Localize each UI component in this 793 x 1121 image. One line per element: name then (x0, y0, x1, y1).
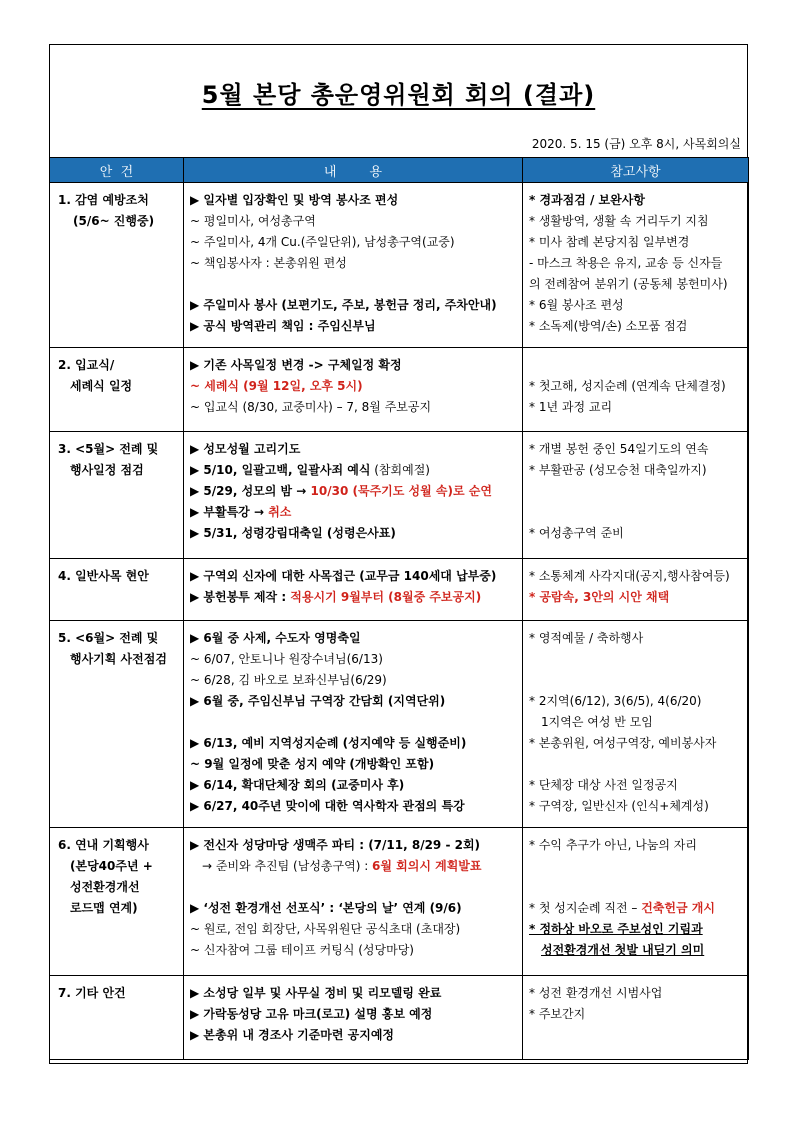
notes-cell: * 소통체계 사각지대(공지,행사참여등) * 공람속, 3안의 시안 채택 (523, 559, 749, 621)
table-row (50, 976, 749, 1060)
content-cell: ▶ 소성당 일부 및 사무실 정비 및 리모델링 완료 ▶ 가락동성당 고유 마크(로고) 설명 홍보 예정 ▶ 본총위 내 경조사 기준마련 공지예정 (184, 976, 523, 1060)
content-cell: ▶ 6월 중 사제, 수도자 영명축일 ~ 6/07, 안토니나 원장수녀님(6/13) ~ 6/28, 김 바오로 보좌신부님(6/29) ▶ 6월 중, 주임신부님 구역장 간담회 (지역단위) ▶ 6/13, 예비 지역성지순례 (성지예약 등 실행준비) ~ 9월 일정에 맞춘 성지 예약 (개방확인 포함) ▶ 6/14, 확대단체장 회의 (교중미사 후) ▶ 6/27, 40주년 맞이에 대한 역사학자 관점의 특강 (184, 621, 523, 828)
table-header-row (50, 158, 749, 183)
notes-cell: * 성전 환경개선 시범사업 * 주보간지 (523, 976, 749, 1060)
notes-cell: * 영적예물 / 축하행사 * 2지역(6/12), 3(6/5), 4(6/20) 1지역은 여성 반 모임 * 본총위원, 여성구역장, 예비봉사자 * 단체장 대상 사전 일정공지 * 구역장, 일반신자 (인식+체계성) (523, 621, 749, 828)
col-notes-header: 참고사항 (523, 158, 749, 183)
topic-cell: 6. 연내 기획행사 (본당40주년 + 성전환경개선 로드맵 연계) (50, 828, 184, 976)
topic-cell: 3. <5월> 전례 및 행사일정 점검 (50, 432, 184, 559)
notes-cell: * 개별 봉헌 중인 54일기도의 연속 * 부활판공 (성모승천 대축일까지) * 여성총구역 준비 (523, 432, 749, 559)
topic-cell: 1. 감염 예방조처 (5/6~ 진행중) (50, 183, 184, 348)
content-cell: ▶ 일자별 입장확인 및 방역 봉사조 편성 ~ 평일미사, 여성총구역 ~ 주일미사, 4개 Cu.(주일단위), 남성총구역(교중) ~ 책임봉사자 : 본총위원 편성 ▶ 주일미사 봉사 (보편기도, 주보, 봉헌금 정리, 주차안내) ▶ 공식 방역관리 책임 : 주임신부님 (184, 183, 523, 348)
table-row (50, 432, 749, 559)
page-title: 5월 본당 총운영위원회 회의 (결과) (201, 81, 596, 109)
table-row (50, 559, 749, 621)
topic-cell: 7. 기타 안건 (50, 976, 184, 1060)
title-box (50, 45, 747, 157)
document (49, 44, 748, 1064)
topic-cell: 4. 일반사목 현안 (50, 559, 184, 621)
col-topic-header: 안 건 (50, 158, 184, 183)
content-cell: ▶ 전신자 성당마당 생맥주 파티 : (7/11, 8/29 - 2회) → 준비와 추진팀 (남성총구역) : 6월 회의시 계획발표 ▶ ‘성전 환경개선 선포식’ : ‘본당의 날’ 연계 (9/6) ~ 원로, 전임 회장단, 사목위원단 공식초대 (초대장) ~ 신자참여 그룹 테이프 커팅식 (성당마당) (184, 828, 523, 976)
topic-cell: 5. <6월> 전례 및 행사기획 사전점검 (50, 621, 184, 828)
agenda-table (49, 157, 749, 1060)
content-cell: ▶ 성모성월 고리기도 ▶ 5/10, 일괄고백, 일괄사죄 예식 (참회예절) ▶ 5/29, 성모의 밤 → 10/30 (묵주기도 성월 속)로 순연 ▶ 부활특강 → 취소 ▶ 5/31, 성령강림대축일 (성령은사표) (184, 432, 523, 559)
table-row (50, 621, 749, 828)
notes-cell: * 수익 추구가 아닌, 나눔의 자리 * 첫 성지순례 직전 – 건축헌금 개시 * 정하상 바오로 주보성인 기림과 성전환경개선 첫발 내딛기 의미 (523, 828, 749, 976)
topic-cell: 2. 입교식/ 세례식 일정 (50, 348, 184, 432)
table-row (50, 348, 749, 432)
content-cell: ▶ 구역외 신자에 대한 사목접근 (교무금 140세대 납부중) ▶ 봉헌봉투 제작 : 적용시기 9월부터 (8월중 주보공지) (184, 559, 523, 621)
content-cell: ▶ 기존 사목일정 변경 -> 구체일정 확정 ~ 세례식 (9월 12일, 오후 5시) ~ 입교식 (8/30, 교중미사) – 7, 8월 주보공지 (184, 348, 523, 432)
table-row (50, 183, 749, 348)
table-row (50, 828, 749, 976)
notes-cell: * 첫고해, 성지순례 (연계속 단체결정) * 1년 과정 교리 (523, 348, 749, 432)
meeting-info: 2020. 5. 15 (금) 오후 8시, 사목회의실 (531, 137, 741, 151)
notes-cell: * 경과점검 / 보완사항 * 생활방역, 생활 속 거리두기 지침 * 미사 참례 본당지침 일부변경 - 마스크 착용은 유지, 교송 등 신자들 의 전례참여 분위기 (공동체 봉헌미사) * 6월 봉사조 편성 * 소독제(방역/손) 소모품 점검 (523, 183, 749, 348)
col-content-header: 내 용 (184, 158, 523, 183)
